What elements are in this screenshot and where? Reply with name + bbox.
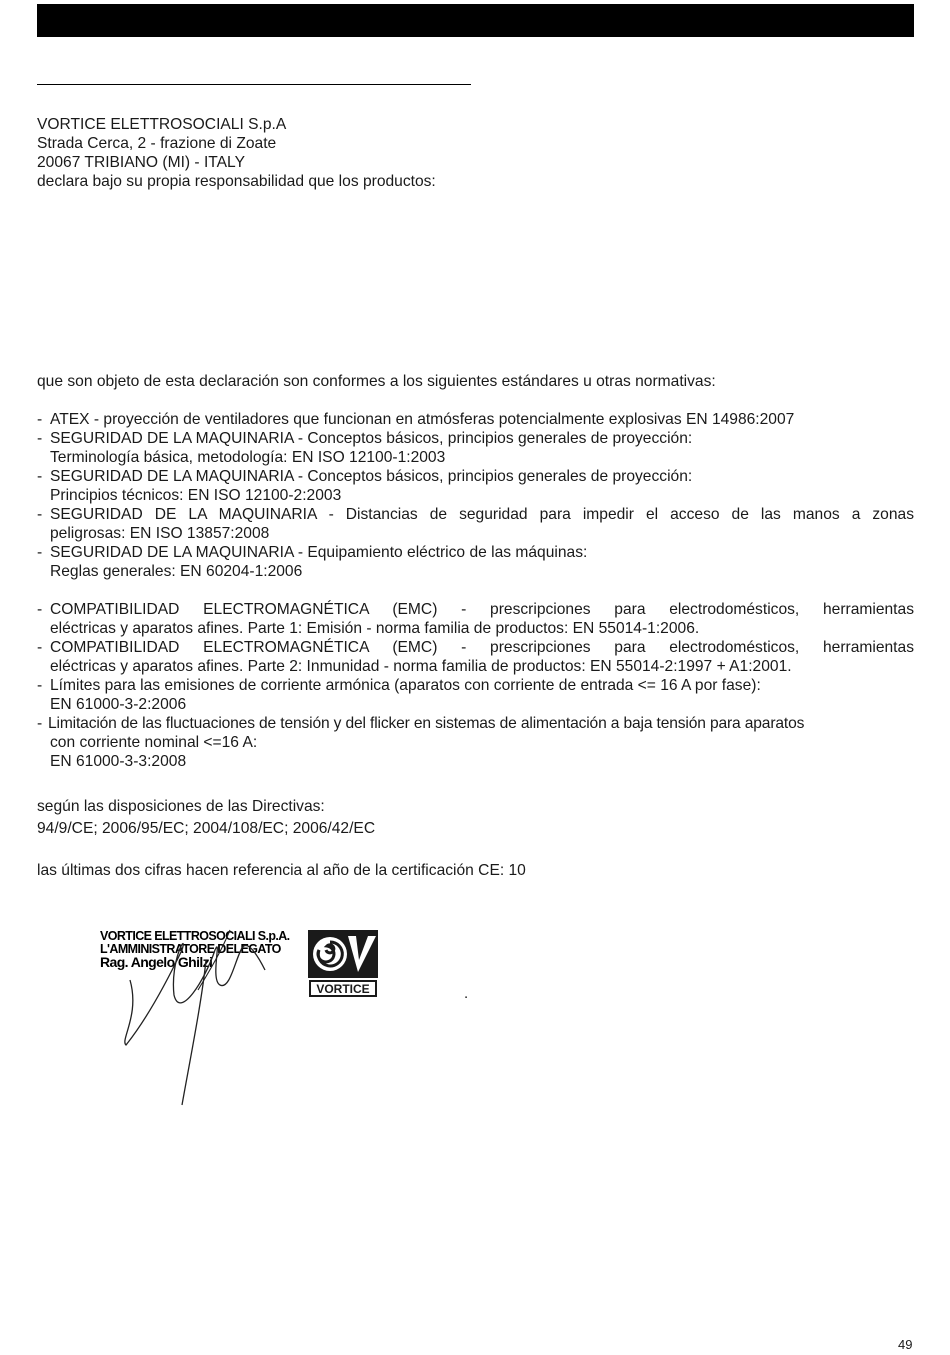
- emc-item: - COMPATIBILIDAD ELECTROMAGNÉTICA (EMC) - prescripciones para electrodomésticos, herramientas eléctricas y aparatos afines. Parte 1: Emisión - norma familia de productos: EN 55014-1:2006.: [37, 601, 914, 637]
- logo-text: VORTICE: [316, 982, 370, 996]
- standard-item: - SEGURIDAD DE LA MAQUINARIA - Equipamiento eléctrico de las máquinas: Reglas generales: EN 60204-1:2006: [37, 544, 588, 580]
- company-block: [37, 115, 914, 191]
- standards-block: [37, 372, 914, 771]
- company-city: 20067 TRIBIANO (MI) - ITALY: [37, 154, 245, 171]
- directives-label: según las disposiciones de las Directivas:: [37, 798, 325, 815]
- standard-item: - ATEX - proyección de ventiladores que funcionan en atmósferas potencialmente explosivas EN 14986:2007: [37, 411, 795, 428]
- signature-stamp: VORTICE ELETTROSOCIALI S.p.A. L'AMMINISTRATORE DELEGATO Rag. Angelo Ghilzi: [100, 929, 290, 970]
- emc-item: - Limitación de las fluctuaciones de tensión y del flicker en sistemas de alimentación a baja tensión para aparatos con corriente nominal <=16 A: EN 61000-3-3:2008: [37, 715, 805, 770]
- stray-dot: .: [464, 985, 469, 1002]
- company-address: Strada Cerca, 2 - frazione di Zoate: [37, 135, 277, 152]
- standard-item: - SEGURIDAD DE LA MAQUINARIA - Distancias de seguridad para impedir el acceso de las manos a zonas peligrosas: EN ISO 13857:2008: [37, 506, 914, 542]
- declaration-statement: declara bajo su propia responsabilidad que los productos:: [37, 173, 436, 190]
- handwritten-signature: [110, 920, 280, 1110]
- page-number: 49: [898, 1337, 913, 1352]
- emc-item: - COMPATIBILIDAD ELECTROMAGNÉTICA (EMC) - prescripciones para electrodomésticos, herramientas eléctricas y aparatos afines. Parte 2: Inmunidad - norma familia de productos: EN 55014-2:1997 + A1:2001.: [37, 639, 914, 675]
- header-bar: [37, 4, 914, 37]
- directives-block: [37, 797, 914, 838]
- standard-item: - SEGURIDAD DE LA MAQUINARIA - Conceptos básicos, principios generales de proyección: Terminología básica, metodología: EN ISO 12100-1:2003: [37, 430, 693, 466]
- standards-intro: que son objeto de esta declaración son conformes a los siguientes estándares u otras normativas:: [37, 373, 716, 390]
- emc-item: - Límites para las emisiones de corriente armónica (aparatos con corriente de entrada <= 16 A por fase): EN 61000-3-2:2006: [37, 677, 761, 713]
- title-rule: [37, 84, 471, 85]
- certification-note: las últimas dos cifras hacen referencia al año de la certificación CE: 10: [37, 862, 526, 879]
- company-name: VORTICE ELETTROSOCIALI S.p.A: [37, 116, 287, 133]
- standard-item: - SEGURIDAD DE LA MAQUINARIA - Conceptos básicos, principios generales de proyección: Principios técnicos: EN ISO 12100-2:2003: [37, 468, 693, 504]
- directives-list: 94/9/CE; 2006/95/EC; 2004/108/EC; 2006/42/EC: [37, 820, 376, 837]
- vortice-logo-icon: [308, 930, 378, 998]
